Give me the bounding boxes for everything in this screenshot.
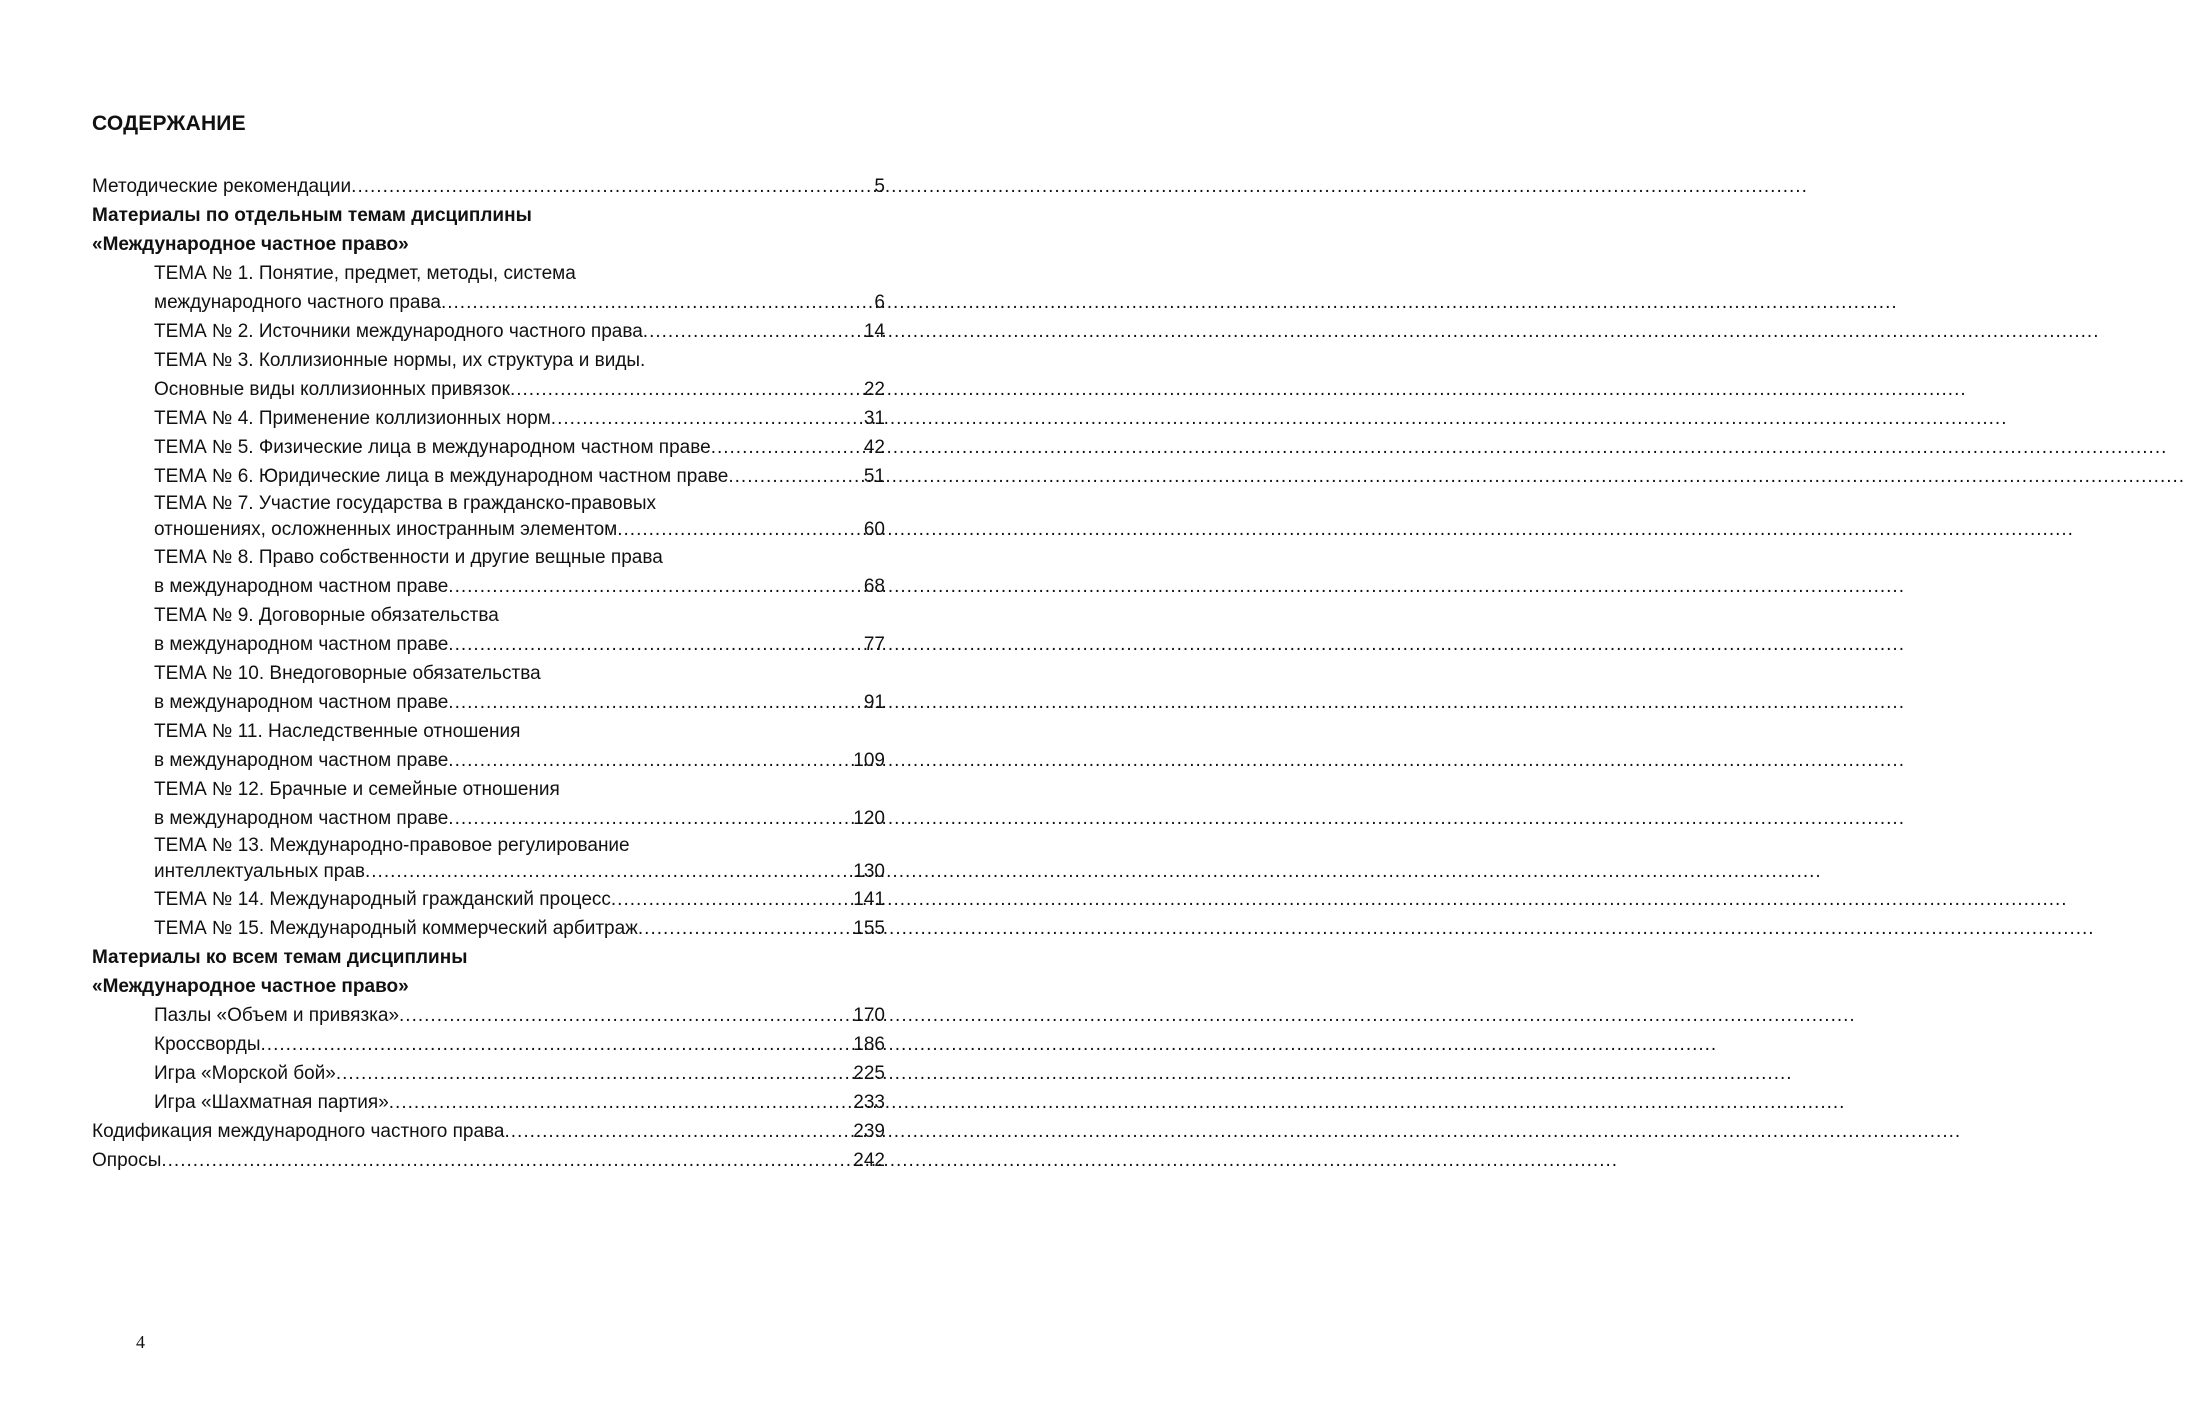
toc-entry-crosswords[interactable] — [154, 1030, 885, 1059]
toc-page-number: 155 — [853, 918, 885, 939]
toc-page-number: 6 — [874, 292, 885, 313]
toc-entry-methodical-recommendations[interactable] — [92, 172, 885, 201]
toc-entry-title: Пазлы «Объем и привязка» — [154, 1005, 400, 1026]
section-title: «Международное частное право» — [92, 976, 409, 997]
toc-entry-title: ТЕМА № 2. Источники международного частного права — [154, 321, 643, 342]
toc-entry-surveys[interactable] — [92, 1146, 885, 1175]
dot-leader — [336, 1059, 851, 1088]
toc-page-number: 91 — [863, 692, 885, 713]
toc-page-number: 141 — [853, 889, 885, 910]
toc-page-number: 14 — [863, 321, 885, 342]
toc-entry-title: ТЕМА № 6. Юридические лица в международном частном праве — [154, 466, 729, 487]
toc-entry-chess-game[interactable] — [154, 1088, 885, 1117]
toc-entry-topic-11-cont[interactable] — [154, 746, 885, 775]
toc-entry-topic-2[interactable] — [154, 317, 885, 346]
toc-entry-title: ТЕМА № 1. Понятие, предмет, методы, система — [154, 263, 576, 284]
toc-entry-title: в международном частном праве — [154, 692, 449, 713]
toc-section-heading — [92, 943, 885, 972]
toc-entry-title: ТЕМА № 11. Наследственные отношения — [154, 721, 521, 742]
dot-leader — [365, 859, 851, 885]
toc-entry-title: Кроссворды — [154, 1034, 261, 1055]
toc-entry-battleship-game[interactable] — [154, 1059, 885, 1088]
dot-leader — [504, 1117, 851, 1146]
toc-entry-topic-5[interactable] — [154, 433, 885, 462]
dot-leader — [448, 630, 862, 659]
toc-entry-topic-3-cont[interactable] — [154, 375, 885, 404]
dot-leader — [448, 688, 862, 717]
toc-page-number: 51 — [863, 466, 885, 487]
toc-entry-title: интеллектуальных прав — [154, 861, 365, 882]
dot-leader — [638, 914, 851, 943]
toc-entry-topic-1[interactable] — [154, 259, 885, 288]
toc-entry-title: ТЕМА № 3. Коллизионные нормы, их структура и виды. — [154, 350, 646, 371]
toc-entry-topic-3[interactable] — [154, 346, 885, 375]
dot-leader — [643, 317, 862, 346]
page-number: 4 — [136, 1332, 145, 1352]
toc-section-heading — [92, 230, 885, 259]
toc-entry-topic-9-cont[interactable] — [154, 630, 885, 659]
toc-entry-topic-14[interactable] — [154, 885, 885, 914]
toc-entry-topic-15[interactable] — [154, 914, 885, 943]
dot-leader — [441, 288, 872, 317]
toc-page-number: 5 — [874, 176, 885, 197]
dot-leader — [510, 375, 862, 404]
toc-entry-title: в международном частном праве — [154, 750, 449, 771]
dot-leader — [351, 172, 872, 201]
dot-leader — [448, 804, 851, 833]
section-title: Материалы по отдельным темам дисциплины — [92, 205, 532, 226]
toc-entry-title: Игра «Шахматная партия» — [154, 1092, 389, 1113]
toc-page-number: 239 — [853, 1121, 885, 1142]
section-title: Материалы ко всем темам дисциплины — [92, 947, 468, 968]
toc-entry-topic-8-cont[interactable] — [154, 572, 885, 601]
toc-page-number: 22 — [863, 379, 885, 400]
toc-entry-title: в международном частном праве — [154, 576, 449, 597]
dot-leader — [389, 1088, 852, 1117]
toc-page-number: 77 — [863, 634, 885, 655]
dot-leader — [161, 1146, 851, 1175]
toc-entry-title: ТЕМА № 8. Право собственности и другие вещные права — [154, 547, 663, 568]
toc-entry-title: ТЕМА № 5. Физические лица в международном частном праве — [154, 437, 711, 458]
toc-page-number: 42 — [863, 437, 885, 458]
toc-entry-topic-12-cont[interactable] — [154, 804, 885, 833]
toc-entry-title: ТЕМА № 14. Международный гражданский процесс — [154, 889, 611, 910]
toc-entry-topic-13-cont[interactable] — [154, 859, 885, 885]
toc-page-number: 242 — [853, 1150, 885, 1171]
toc-page-number: 120 — [853, 808, 885, 829]
toc-page-number: 186 — [853, 1034, 885, 1055]
dot-leader — [448, 746, 851, 775]
toc-entry-topic-4[interactable] — [154, 404, 885, 433]
toc-entry-title: Игра «Морской бой» — [154, 1063, 336, 1084]
toc-entry-title: в международном частном праве — [154, 634, 449, 655]
toc-entry-topic-10-cont[interactable] — [154, 688, 885, 717]
dot-leader — [617, 517, 862, 543]
toc-section-heading — [92, 201, 885, 230]
toc-entry-title: ТЕМА № 15. Международный коммерческий арбитраж — [154, 918, 638, 939]
toc-entry-topic-6[interactable] — [154, 462, 885, 491]
toc-entry-title: Методические рекомендации — [92, 176, 352, 197]
toc-entry-title: ТЕМА № 7. Участие государства в гражданско-правовых — [154, 493, 656, 514]
toc-entry-topic-11[interactable] — [154, 717, 885, 746]
toc-entry-topic-7[interactable] — [154, 491, 885, 517]
toc-entry-title: Кодификация международного частного права — [92, 1121, 505, 1142]
toc-page-number: 31 — [863, 408, 885, 429]
toc-page-number: 130 — [853, 861, 885, 882]
toc-page-number: 60 — [863, 519, 885, 540]
dot-leader — [261, 1030, 852, 1059]
toc-entry-title: в международном частном праве — [154, 808, 449, 829]
dot-leader — [611, 885, 851, 914]
toc-entry-title: отношениях, осложненных иностранным элементом — [154, 519, 618, 540]
toc-entry-title: Основные виды коллизионных привязок — [154, 379, 510, 400]
toc-entry-topic-13[interactable] — [154, 833, 885, 859]
toc-entry-topic-1-cont[interactable] — [154, 288, 885, 317]
toc-entry-title: ТЕМА № 12. Брачные и семейные отношения — [154, 779, 560, 800]
toc-entry-topic-7-cont[interactable] — [154, 517, 885, 543]
toc-entry-topic-9[interactable] — [154, 601, 885, 630]
toc-entry-topic-12[interactable] — [154, 775, 885, 804]
page-title: СОДЕРЖАНИЕ — [92, 112, 246, 135]
dot-leader — [728, 462, 861, 491]
table-of-contents — [92, 172, 885, 1175]
toc-entry-codification[interactable] — [92, 1117, 885, 1146]
dot-leader — [448, 572, 862, 601]
toc-page-number: 68 — [863, 576, 885, 597]
section-title: «Международное частное право» — [92, 234, 409, 255]
toc-entry-puzzles[interactable] — [154, 1001, 885, 1030]
toc-entry-title: международного частного права — [154, 292, 441, 313]
toc-page-number: 109 — [853, 750, 885, 771]
toc-entry-title: ТЕМА № 9. Договорные обязательства — [154, 605, 499, 626]
toc-entry-topic-10[interactable] — [154, 659, 885, 688]
toc-page-number: 170 — [853, 1005, 885, 1026]
toc-entry-title: ТЕМА № 13. Международно-правовое регулирование — [154, 835, 630, 856]
toc-section-heading — [92, 972, 885, 1001]
toc-entry-title: ТЕМА № 10. Внедоговорные обязательства — [154, 663, 541, 684]
dot-leader — [399, 1001, 851, 1030]
toc-page-number: 225 — [853, 1063, 885, 1084]
dot-leader — [711, 433, 862, 462]
toc-entry-title: Опросы — [92, 1150, 162, 1171]
toc-page-number: 233 — [853, 1092, 885, 1113]
dot-leader — [551, 404, 862, 433]
toc-entry-topic-8[interactable] — [154, 543, 885, 572]
toc-entry-title: ТЕМА № 4. Применение коллизионных норм — [154, 408, 551, 429]
